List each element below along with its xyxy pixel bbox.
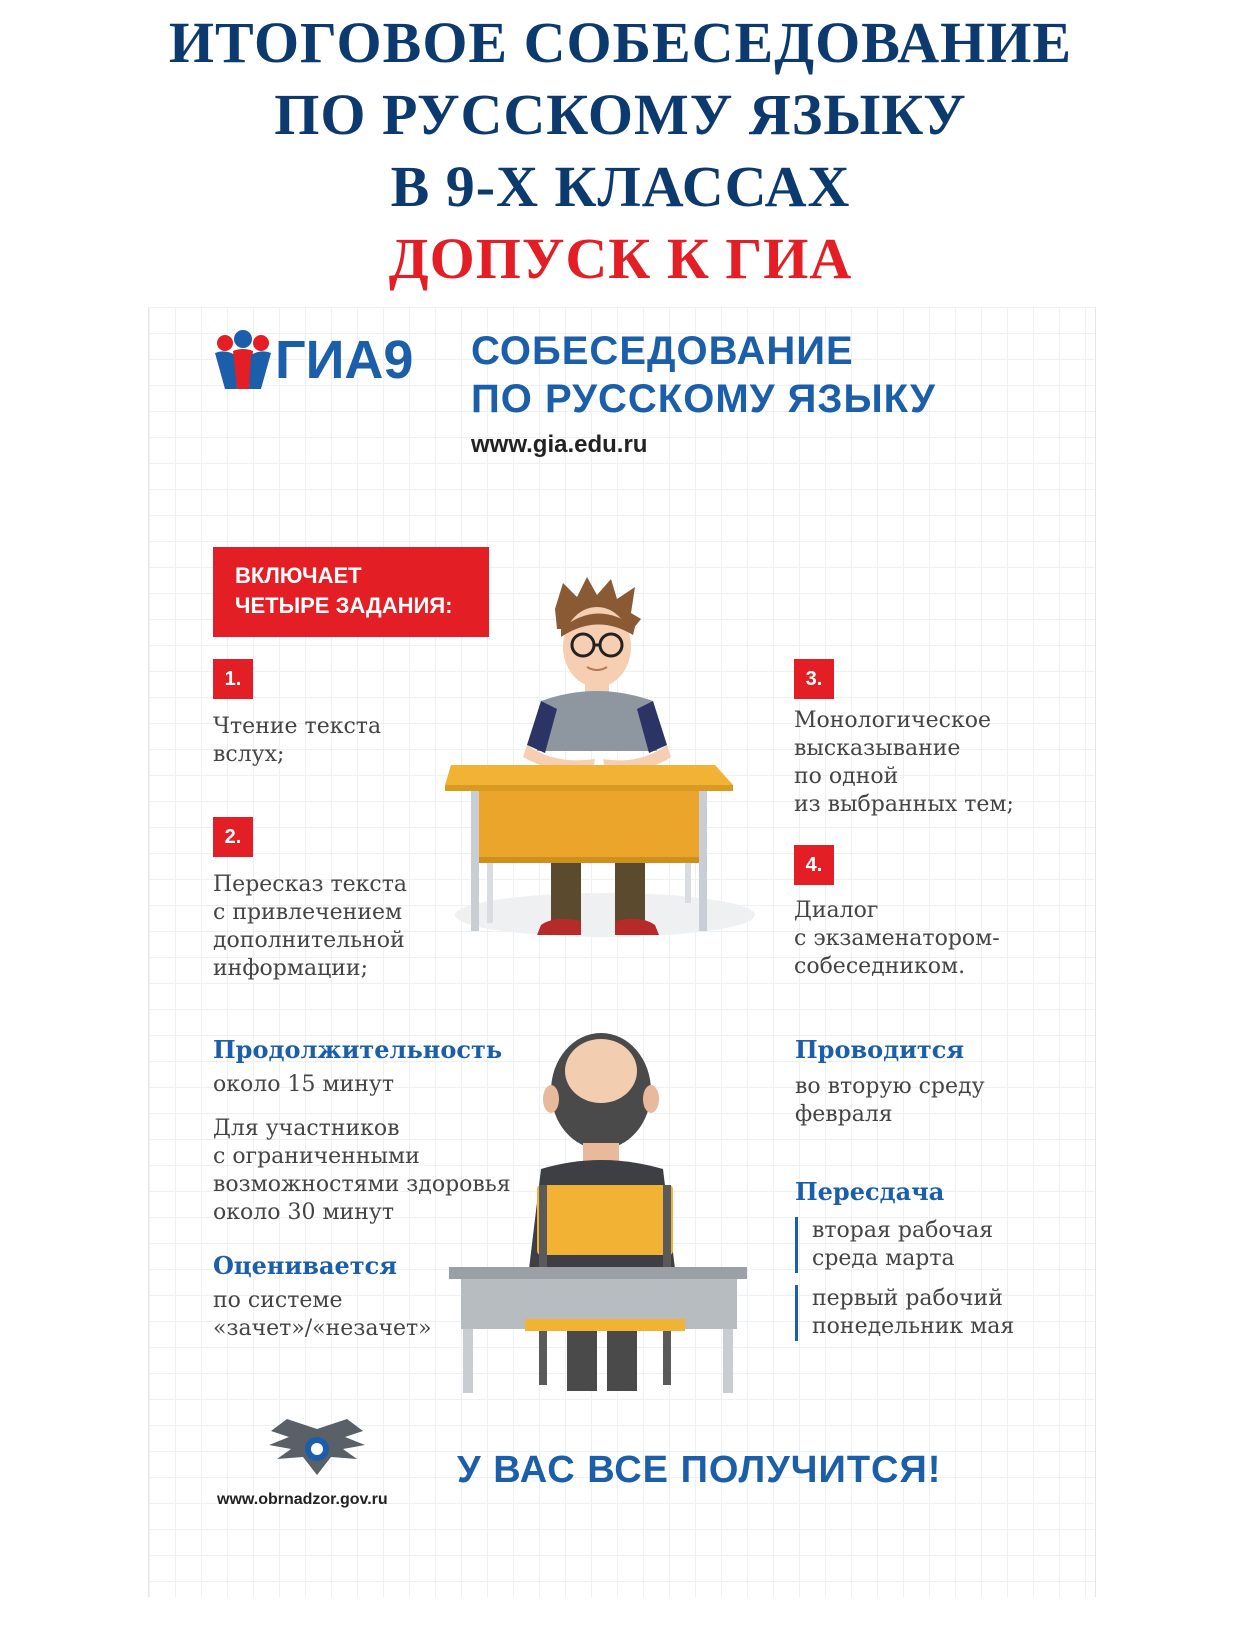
duration-extra-line: Для участников [213,1116,400,1141]
task-3-line: из выбранных тем; [794,792,1014,817]
poster-title-line-1: СОБЕСЕДОВАНИЕ [471,329,854,373]
retake-title: Пересдача [795,1177,945,1206]
held-text [795,1073,985,1129]
includes-line-2: ЧЕТЫРЕ ЗАДАНИЯ: [235,593,453,618]
retake-line: среда марта [812,1246,955,1271]
poster-title-line-2: ПО РУССКОМУ ЯЗЫКУ [471,377,936,421]
website-link[interactable]: www.gia.edu.ru [471,431,648,458]
task-4-number: 4. [794,845,834,885]
duration-extra-line: около 30 минут [213,1200,394,1225]
heading-line-4: ДОПУСК К ГИА [388,226,853,291]
duration-extra-line: с ограниченными [213,1144,420,1169]
task-3-line: Монологическое [794,708,991,733]
assessment-line: «зачет»/«незачет» [213,1316,432,1341]
held-line: во вторую среду [795,1074,985,1099]
retake-line: понедельник мая [812,1314,1015,1339]
heading-line-1: ИТОГОВОЕ СОБЕСЕДОВАНИЕ [168,10,1073,75]
task-4-line: собеседником. [794,954,966,979]
task-3-line: по одной [794,764,899,789]
task-2-line: Пересказ текста [213,872,408,897]
task-4-text [794,897,1000,981]
task-4-line: с экзаменатором- [794,926,1000,951]
poster [148,307,1096,1597]
duration-extra-line: возможностями здоровья [213,1172,511,1197]
task-1-line: Чтение текста [213,714,382,739]
slogan: У ВАС ВСЕ ПОЛУЧИТСЯ! [457,1449,942,1491]
task-1-text [213,713,381,769]
heading-line-2: ПО РУССКОМУ ЯЗЫКУ [274,82,967,147]
retake-line: вторая рабочая [812,1218,994,1243]
task-2-number: 2. [213,817,253,857]
obrnadzor-emblem-icon [267,1419,367,1481]
task-2-line: информации; [213,956,368,981]
assessment-title: Оценивается [213,1251,397,1280]
examiner-illustration [449,1019,759,1399]
task-3-line: высказывание [794,736,961,761]
task-4-line: Диалог [794,898,879,923]
student-at-desk-illustration [445,569,755,939]
gia-logo-text: ГИА9 [275,330,414,390]
task-3-number: 3. [794,659,834,699]
task-2-line: дополнительной [213,928,405,953]
task-1-line: вслух; [213,742,285,767]
obrnadzor-link[interactable]: www.obrnadzor.gov.ru [217,1491,388,1508]
assessment-line: по системе [213,1288,343,1313]
held-title: Проводится [795,1035,965,1064]
duration-title: Продолжительность [213,1035,503,1064]
assessment-text [213,1287,432,1343]
retake-item [795,1285,1014,1341]
task-1-number: 1. [213,659,253,699]
duration-value: около 15 минут [213,1072,394,1097]
task-2-text [213,871,407,983]
includes-line-1: ВКЛЮЧАЕТ [235,563,362,588]
retake-item [795,1217,993,1273]
heading-line-3: В 9-Х КЛАССАХ [390,154,851,219]
held-line: февраля [795,1102,893,1127]
gia-logo-icon [213,329,273,391]
task-3-text [794,707,1014,819]
task-2-line: с привлечением [213,900,403,925]
retake-line: первый рабочий [812,1286,1003,1311]
